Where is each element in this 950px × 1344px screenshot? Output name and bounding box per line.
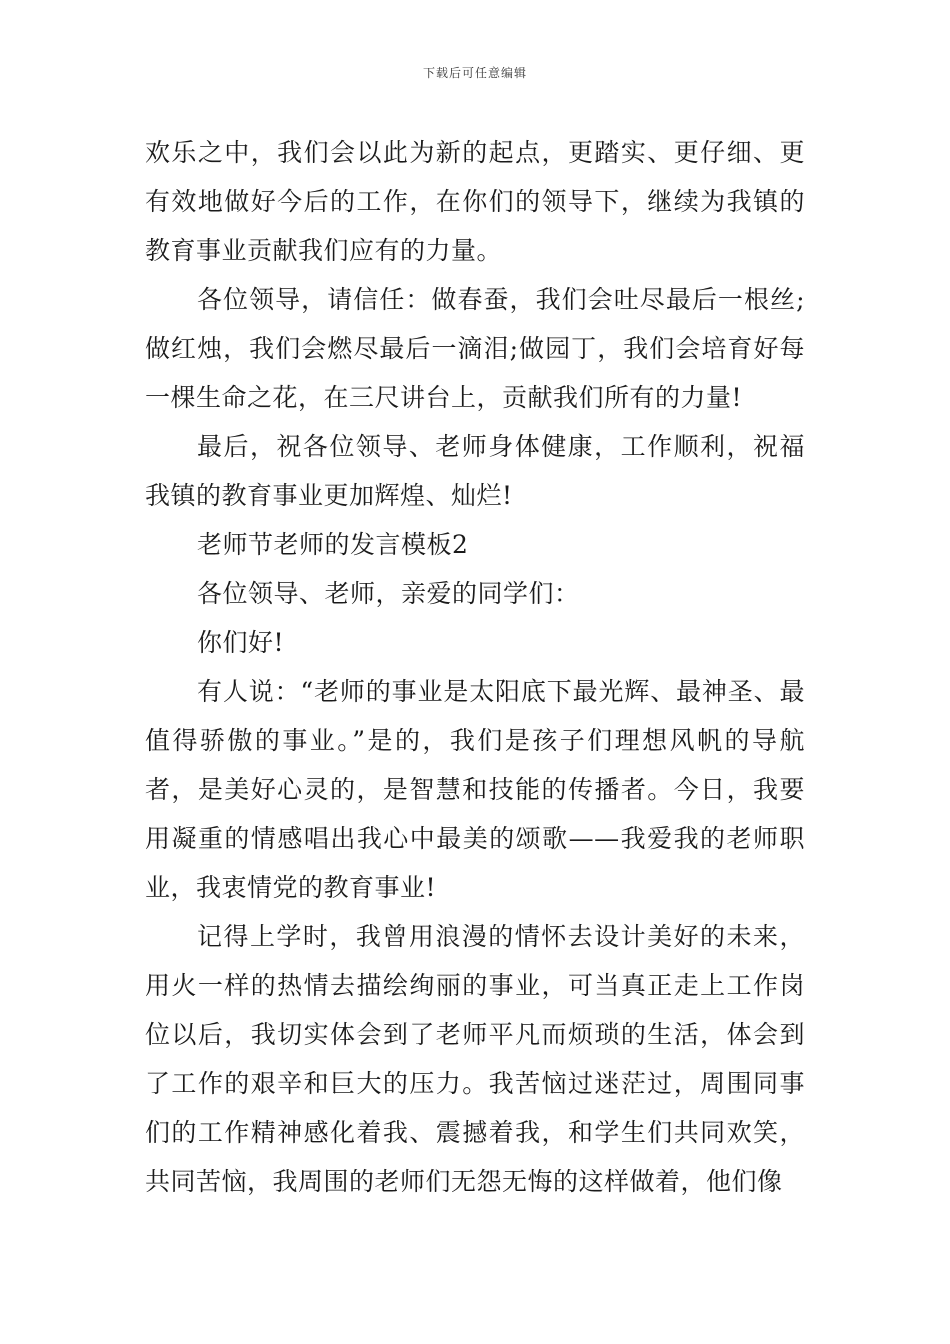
page-header: 下载后可任意编辑: [422, 66, 527, 80]
paragraph-closing-wishes: 最后，祝各位领导、老师身体健康，工作顺利，祝福我镇的教育事业更加辉煌、灿烂!: [145, 432, 805, 510]
salutation: 各位领导、老师，亲爱的同学们：: [197, 579, 580, 608]
document-body: [145, 128, 805, 1206]
section-title: 老师节老师的发言模板2: [197, 530, 469, 559]
paragraph-quote: 有人说：“老师的事业是太阳底下最光辉、最神圣、最值得骄傲的事业。”是的，我们是孩子们理想风帆的导航者，是美好心灵的，是智慧和技能的传播者。今日，我要用凝重的情感唱出我心中最美的颂歌——我爱我的老师职业，我衷情党的教育事业!: [145, 677, 805, 902]
paragraph-continued: 欢乐之中，我们会以此为新的起点，更踏实、更仔细、更有效地做好今后的工作，在你们的领导下，继续为我镇的教育事业贡献我们应有的力量。: [145, 138, 805, 265]
paragraph-memory: 记得上学时，我曾用浪漫的情怀去设计美好的未来，用火一样的热情去描绘绚丽的事业，可当真正走上工作岗位以后，我切实体会到了老师平凡而烦琐的生活，体会到了工作的艰辛和巨大的压力。我苦恼过迷茫过，周围同事们的工作精神感化着我、震撼着我，和学生们共同欢笑，共同苦恼，我周围的老师们无怨无悔的这样做着，他们像: [145, 922, 805, 1196]
greeting: 你们好!: [197, 628, 285, 657]
paragraph-pledge: 各位领导，请信任：做春蚕，我们会吐尽最后一根丝;做红烛，我们会燃尽最后一滴泪;做园丁，我们会培育好每一棵生命之花，在三尺讲台上，贡献我们所有的力量!: [145, 285, 805, 412]
